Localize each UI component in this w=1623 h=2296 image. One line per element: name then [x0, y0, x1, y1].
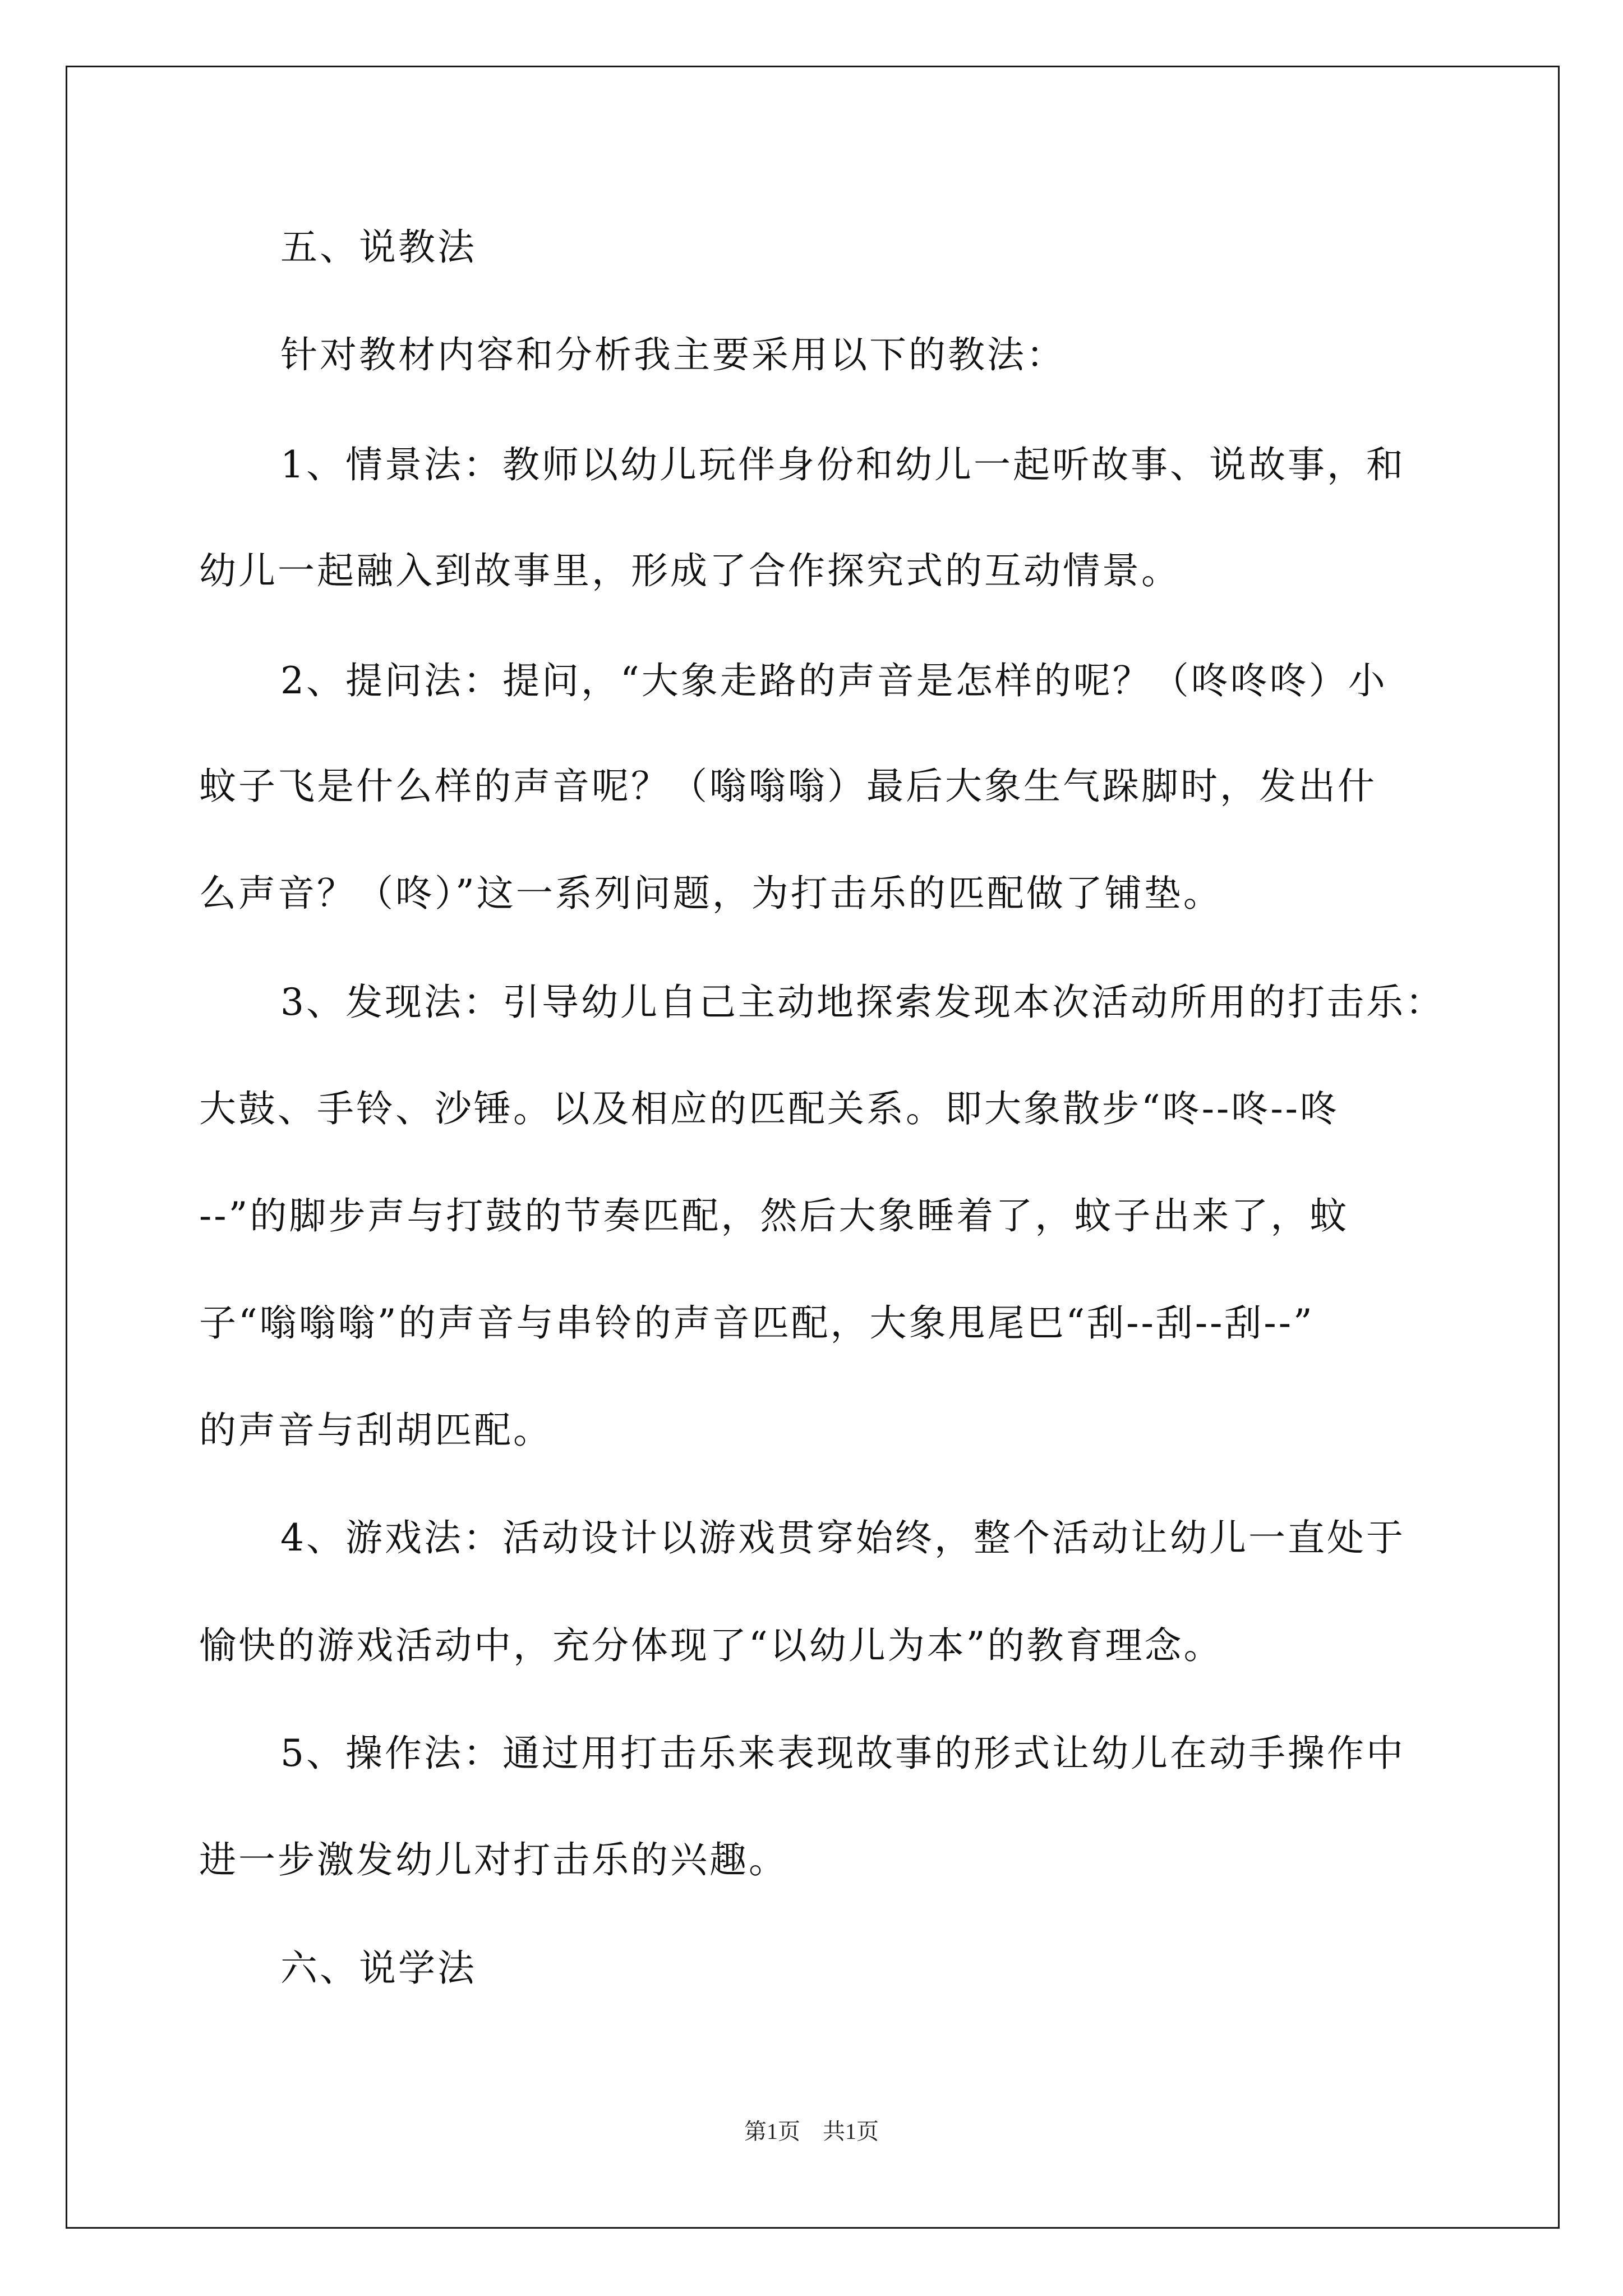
paragraph-line: 幼儿一起融入到故事里，形成了合作探究式的互动情景。 — [199, 549, 1181, 592]
paragraph-line: 的声音与刮胡匹配。 — [199, 1409, 552, 1452]
paragraph-line: 大鼓、手铃、沙锤。以及相应的匹配关系。即大象散步“咚--咚--咚 — [199, 1087, 1339, 1130]
paragraph-line: 5、操作法：通过用打击乐来表现故事的形式让幼儿在动手操作中 — [280, 1732, 1405, 1775]
paragraph-line: 4、游戏法：活动设计以游戏贯穿始终，整个活动让幼儿一直处于 — [280, 1516, 1405, 1559]
section-heading-teaching-methods: 五、说教法 — [280, 226, 477, 269]
paragraph-line: 愉快的游戏活动中，充分体现了“以幼儿为本”的教育理念。 — [199, 1624, 1223, 1667]
paragraph-line: 3、发现法：引导幼儿自己主动地探索发现本次活动所用的打击乐： — [280, 981, 1445, 1024]
paragraph-line: 1、情景法：教师以幼儿玩伴身份和幼儿一起听故事、说故事，和 — [280, 443, 1405, 486]
paragraph-line: 子“嗡嗡嗡”的声音与串铃的声音匹配，大象甩尾巴“刮--刮--刮--” — [199, 1301, 1315, 1345]
page-border — [66, 66, 1560, 2229]
paragraph-line: 2、提问法：提问，“大象走路的声音是怎样的呢？（咚咚咚）小 — [280, 659, 1387, 702]
paragraph-line: 么声音？（咚）”这一系列问题，为打击乐的匹配做了铺垫。 — [199, 872, 1223, 915]
page-number-footer: 第1页 共1页 — [744, 2119, 879, 2144]
section-heading-learning-methods: 六、说学法 — [280, 1947, 477, 1990]
paragraph-line: 蚊子飞是什么样的声音呢？（嗡嗡嗡）最后大象生气跺脚时，发出什 — [199, 765, 1377, 808]
paragraph-line: 进一步激发幼儿对打击乐的兴趣。 — [199, 1838, 788, 1881]
paragraph-line: --”的脚步声与打鼓的节奏匹配，然后大象睡着了，蚊子出来了，蚊 — [199, 1194, 1349, 1237]
paragraph-line: 针对教材内容和分析我主要采用以下的教法： — [280, 333, 1066, 376]
